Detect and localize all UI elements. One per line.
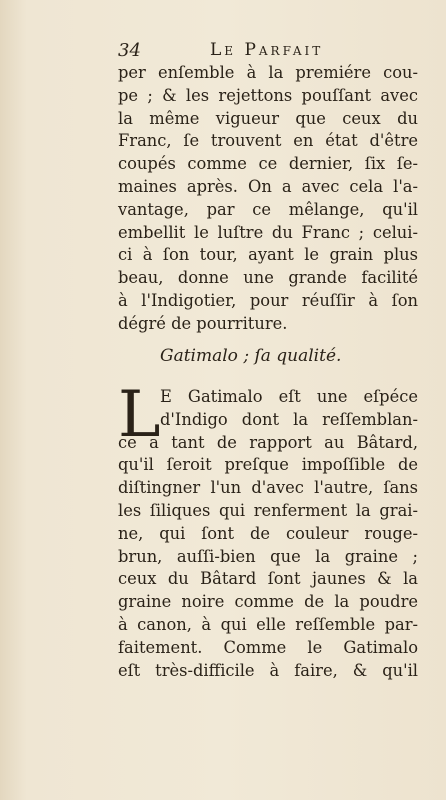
text-line: les ſiliques qui renferment la grai-	[118, 500, 418, 520]
page-number: 34	[118, 40, 141, 61]
text-line: beau, donne une grande facilité	[118, 268, 418, 288]
text-line: diſtingner l'un d'avec l'autre, ſans	[118, 478, 418, 498]
text-line: faitement. Comme le Gatimalo	[118, 637, 418, 657]
text-line: qu'il ſeroit preſque impoſſible de	[118, 455, 418, 475]
text-line: pe ; & les rejettons pouſſant avec	[118, 85, 418, 105]
text-line: coupés comme ce dernier, ſix ſe-	[118, 154, 418, 174]
section-heading: Gatimalo ; ſa qualité.	[160, 346, 342, 366]
text-line: embellit le luſtre du Franc ; celui-	[118, 222, 418, 242]
text-line: brun, auſſi-bien que la graine ;	[118, 546, 418, 566]
text-line: ce a tant de rapport au Bâtard,	[118, 432, 418, 452]
paragraph-continued	[118, 62, 418, 336]
text-line: la même vigueur que ceux du	[118, 108, 418, 128]
text-line: Franc, ſe trouvent en état d'être	[118, 131, 418, 151]
text-line: graine noire comme de la poudre	[118, 592, 418, 612]
paragraph-gatimalo	[118, 378, 418, 682]
text-line: à canon, à qui elle reſſemble par-	[118, 614, 418, 634]
drop-cap: L	[118, 378, 161, 452]
text-line: à l'Indigotier, pour réuſſir à ſon	[118, 290, 418, 310]
text-line: ne, qui ſont de couleur rouge-	[118, 523, 418, 543]
text-line: eſt très-difficile à faire, & qu'il	[118, 660, 418, 680]
text-line: ci à ſon tour, ayant le grain plus	[118, 245, 418, 265]
page-header	[118, 40, 413, 64]
text-line: maines après. On a avec cela l'a-	[118, 176, 418, 196]
text-line: per enſemble à la premiére cou-	[118, 63, 418, 82]
running-head: Le Parfait	[210, 40, 324, 60]
text-line: d'Indigo dont la reſſemblan-	[160, 409, 418, 429]
text-line: E Gatimalo eſt une eſpéce	[160, 387, 418, 406]
text-line: ceux du Bâtard ſont jaunes & la	[118, 569, 418, 589]
text-line-last: dégré de pourriture.	[118, 313, 288, 333]
text-line: vantage, par ce mêlange, qu'il	[118, 199, 418, 219]
